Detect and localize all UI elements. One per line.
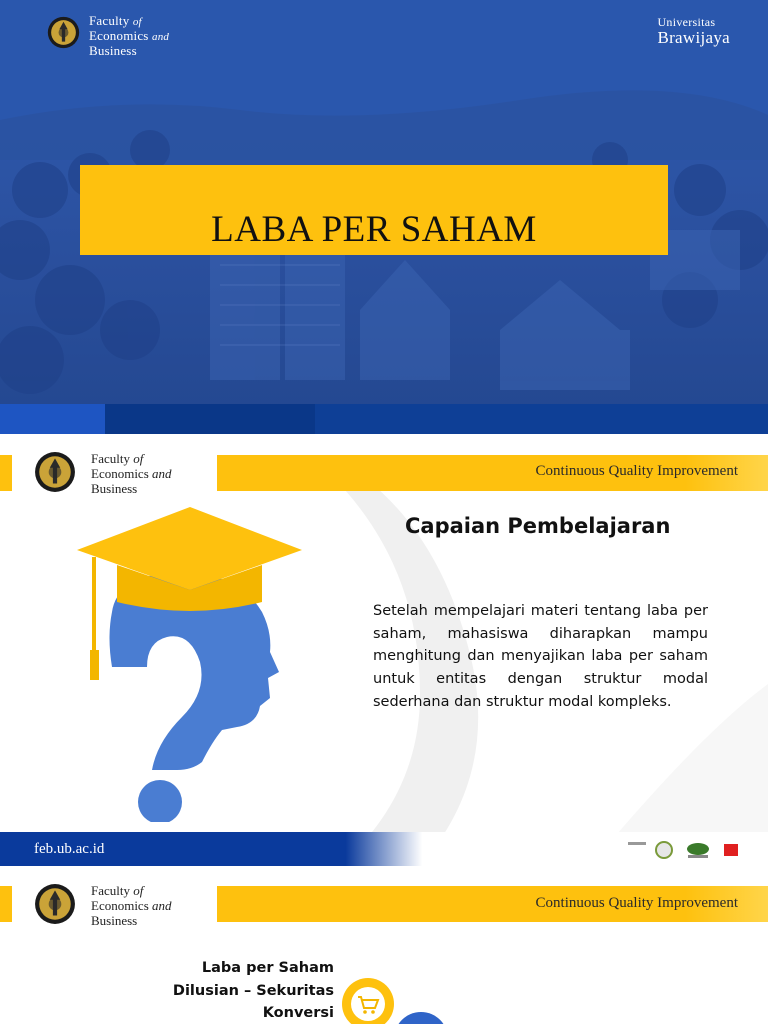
graduate-question-mark-icon <box>72 502 307 822</box>
tagline: Continuous Quality Improvement <box>535 463 738 479</box>
topic-item: Konversi <box>262 1005 334 1021</box>
learning-outcome-slide <box>0 434 768 866</box>
faculty-seal-logo <box>34 883 76 925</box>
section-title: Capaian Pembelajaran <box>405 514 671 538</box>
tagline: Continuous Quality Improvement <box>535 895 738 911</box>
faculty-name: Faculty of Economics and Business <box>91 883 172 928</box>
learning-outcome-text: Setelah mempelajari materi tentang laba per saham, mahasiswa diharapkan mampu menghitung dan menyajikan laba per saham untuk entitas dengan struktur modal sederhana dan struktur modal kompleks. <box>373 603 708 710</box>
website-url[interactable]: feb.ub.ac.id <box>34 841 105 857</box>
title-slide <box>0 0 768 434</box>
topic-item: Dilusian – Sekuritas <box>172 982 334 999</box>
shopping-cart-icon <box>340 976 396 1024</box>
header-accent-left <box>0 886 12 922</box>
topics-slide <box>0 866 768 1024</box>
title-banner <box>80 165 668 255</box>
topic-item: Laba per Saham <box>201 960 334 976</box>
faculty-seal-logo <box>47 16 80 49</box>
topic-circle-icon <box>392 1010 450 1024</box>
slide-title: LABA PER SAHAM <box>211 209 537 250</box>
faculty-name: Faculty of Economics and Business <box>89 13 170 58</box>
topic-list <box>173 957 334 1024</box>
accreditation-logos <box>628 838 740 862</box>
faculty-name: Faculty of Economics and Business <box>91 451 172 496</box>
bottom-color-band <box>0 404 768 434</box>
faculty-seal-logo <box>34 451 76 493</box>
university-logo: Universitas Brawijaya <box>657 15 730 47</box>
header-accent-left <box>0 455 12 491</box>
